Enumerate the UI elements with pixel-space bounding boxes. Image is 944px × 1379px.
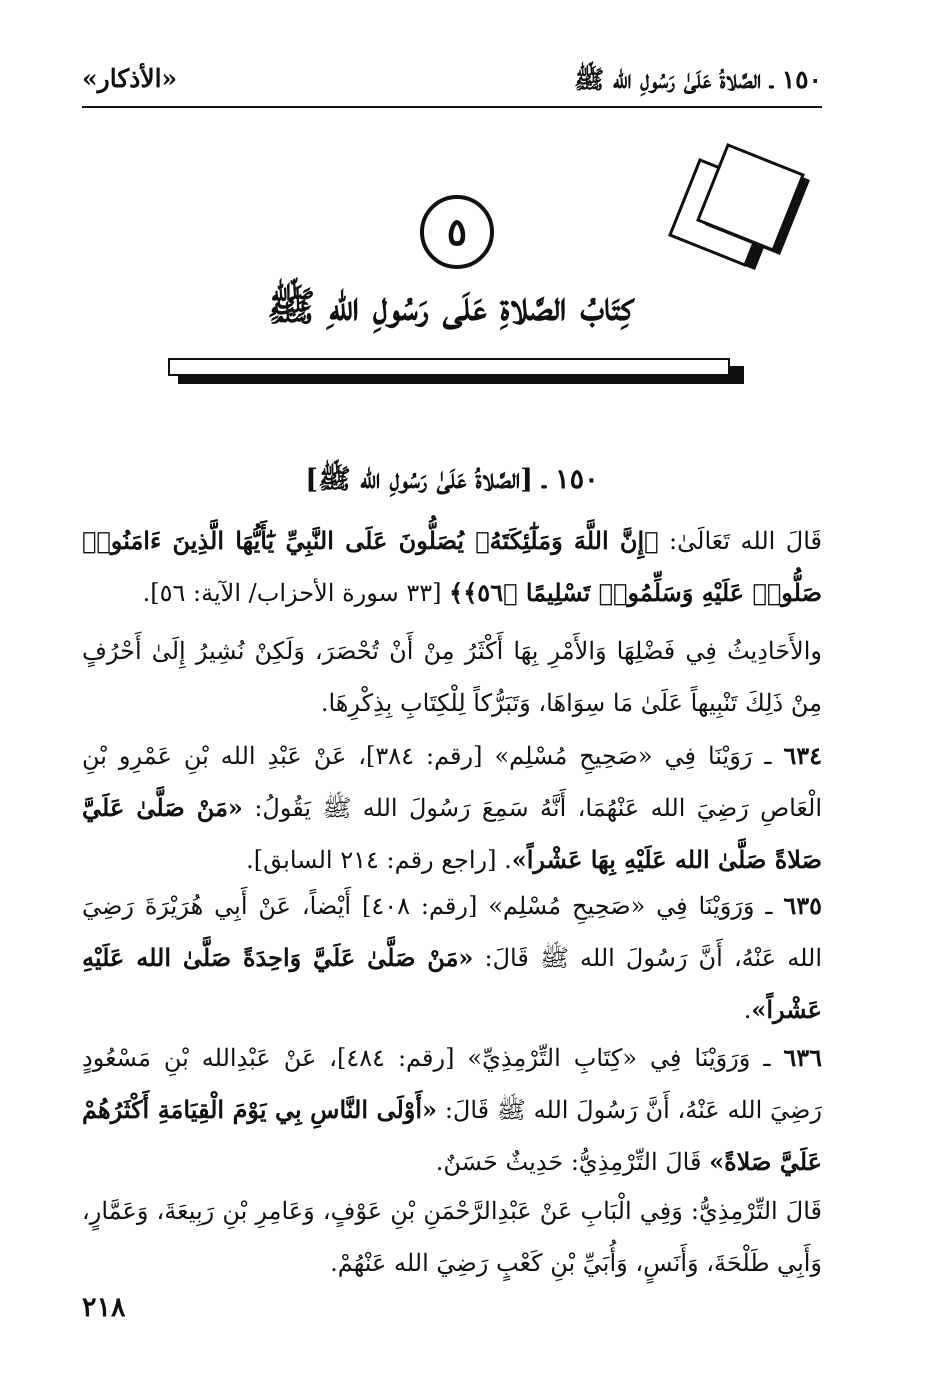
header-rule [82,106,822,108]
hadith-text: ـ رَوَيْنَا فِي «صَحِيحِ مُسْلِم» [رقم: ٣٨٤]، عَنْ عَبْدِ الله بْنِ عَمْرِو بْنِ الْعَاصِ رَضِيَ الله عَنْهُمَا، أَنَّهُ سَمِعَ رَسُولَ الله ﷺ يَقُولُ: [82,742,822,822]
paragraph-verse [82,515,822,619]
hadith-grading: قَالَ التِّرْمِذِيُّ: حَدِيثٌ حَسَنٌ. [435,1148,710,1176]
quran-verse: ﴿إِنَّ اللَّهَ وَمَلَٰٓئِكَتَهُۥ يُصَلُّونَ عَلَى النَّبِيِّ يَٰٓأَيُّهَا الَّذِينَ ءَامَنُوا۟ صَلُّوا۟ عَلَيْهِ وَسَلِّمُوا۟ تَسْلِيمًا ﴿٥٦﴾﴾ [82,526,822,607]
hadith-635 [82,880,822,1036]
hadith-number: ٦٣٦ [783,1043,822,1072]
title-underline-bar [168,358,734,376]
section-heading: ١٥٠ ـ [الصَّلاةُ عَلَىٰ رَسُولِ الله ﷺ] [305,464,599,495]
tirmidhi-text: قَالَ التِّرْمِذِيُّ: وَفِي الْبَابِ عَنْ عَبْدِالرَّحْمَنِ بْنِ عَوْفٍ، وَعَامِرِ بْنِ رَبِيعَةَ، وَعَمَّارٍ، وَأَبِي طَلْحَةَ، وَأَنَسٍ، وَأُبَيِّ بْنِ كَعْبٍ رَضِيَ الله عَنْهُمْ. [82,1197,822,1277]
hadith-text: ـ وَرَوَيْنَا فِي «كِتَابِ التِّرْمِذِيِّ» [رقم: ٤٨٤]، عَنْ عَبْدِالله بْنِ مَسْعُودٍ رَضِيَ الله عَنْهُ، أَنَّ رَسُولَ الله ﷺ قَالَ: [82,1044,822,1124]
running-header [82,58,822,108]
header-section-title: ١٥٠ ـ الصَّلاةُ عَلَىٰ رَسُولِ الله ﷺ [574,65,822,94]
title-bar-frame [168,358,730,376]
hadith-reference: . [راجع رقم: ٢١٤ السابق]. [246,846,512,874]
verse-reference: [٣٣ سورة الأحزاب/ الآية: ٥٦]. [142,579,450,607]
paragraph-intro [82,625,822,729]
hadith-634 [82,730,822,886]
paragraph-tirmidhi [82,1185,822,1289]
hadith-quote: «أَوْلَى النَّاسِ بِي يَوْمَ الْقِيَامَةِ أَكْثَرُهُمْ عَلَيَّ صَلاةً» [82,1095,822,1176]
header-book-title: «الأذكار» [82,64,178,93]
hadith-quote: «مَنْ صَلَّىٰ عَلَيَّ وَاحِدَةً صَلَّىٰ الله عَلَيْهِ عَشْراً» [82,943,822,1024]
decorative-squares-ornament [660,140,820,300]
hadith-number: ٦٣٤ [783,741,822,770]
hadith-end: . [743,996,752,1024]
hadith-quote: «مَنْ صَلَّىٰ عَلَيَّ صَلاةً صَلَّىٰ الله عَلَيْهِ بِهَا عَشْراً» [82,793,822,874]
hadith-text: ـ وَرَوَيْنَا فِي «صَحِيحِ مُسْلِم» [رقم: ٤٠٨] أَيْضاً، عَنْ أَبِي هُرَيْرَةَ رَضِيَ الله عَنْهُ، أَنَّ رَسُولَ الله ﷺ قَالَ: [82,892,823,972]
page-number: ٢١٨ [82,1292,126,1323]
verse-intro: قَالَ الله تَعَالَىٰ: [658,527,823,555]
chapter-number: ٥ [446,209,468,254]
chapter-number-badge [420,195,494,269]
hadith-636 [82,1032,822,1188]
chapter-title: كِتَابُ الصَّلاةِ عَلَى رَسُولِ اللهِ ﷺ [266,283,634,330]
hadith-number: ٦٣٥ [783,891,822,920]
intro-text: والأَحَادِيثُ فِي فَضْلِهَا وَالأَمْرِ بِهَا أَكْثَرُ مِنْ أَنْ تُحْصَرَ، وَلَكِنْ نُشِيرُ إِلَىٰ أَحْرُفٍ مِنْ ذَلِكَ تَنْبِيهاً عَلَىٰ مَا سِوَاهَا، وَتَبَرُّكاً لِلْكِتَابِ بِذِكْرِهَا. [82,637,822,717]
